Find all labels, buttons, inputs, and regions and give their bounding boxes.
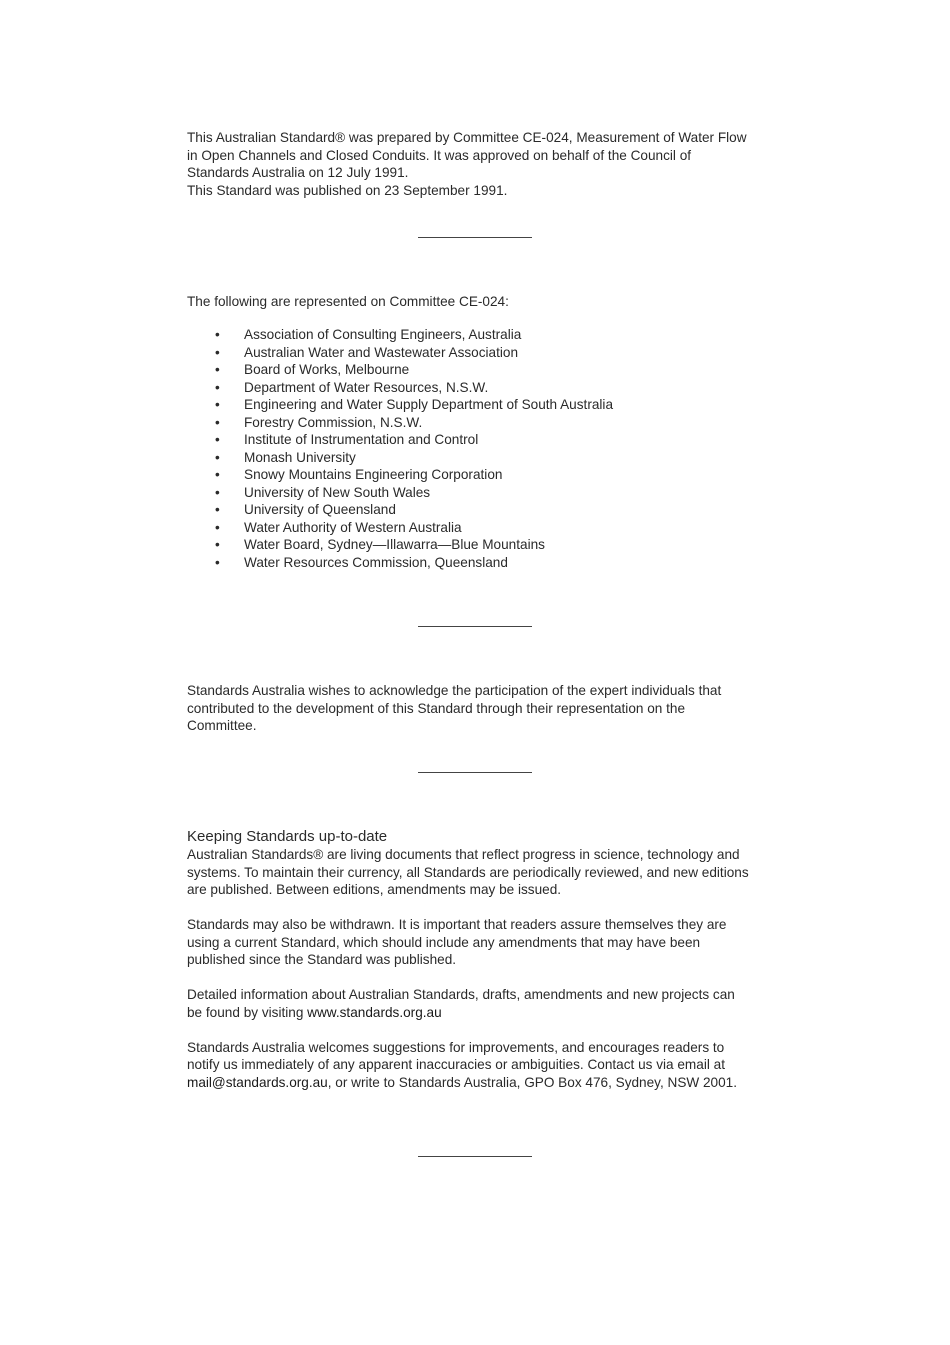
paragraph-line: be found by visiting www.standards.org.au (187, 1004, 442, 1020)
publication-date-line: This Standard was published on 23 September 1991. (187, 182, 508, 198)
bullet-icon: • (215, 362, 220, 377)
paragraph-line: mail@standards.org.au, or write to Standards Australia, GPO Box 476, Sydney, NSW 2001. (187, 1074, 738, 1090)
list-item: • Australian Water and Wastewater Association (215, 344, 519, 360)
paragraph-line: are published. Between editions, amendments may be issued. (187, 882, 562, 897)
bullet-icon: • (215, 519, 220, 535)
list-item: • University of Queensland (215, 502, 396, 517)
preparation-line-2: in Open Channels and Closed Conduits. It was approved on behalf of the Council of (187, 147, 692, 163)
list-item: • Water Resources Commission, Queensland (215, 554, 508, 570)
list-item: • Snowy Mountains Engineering Corporation (215, 467, 503, 482)
bullet-icon: • (215, 344, 220, 360)
bullet-icon: • (215, 467, 220, 482)
list-item: • Institute of Instrumentation and Control (215, 432, 479, 447)
preparation-notice (187, 129, 777, 199)
list-item: • Water Authority of Western Australia (215, 519, 462, 535)
list-item: • Board of Works, Melbourne (215, 362, 410, 377)
preparation-line-1: This Australian Standard® was prepared by Committee CE-024, Measurement of Water Flow (187, 130, 747, 145)
acknowledgement-line-2: contributed to the development of this Standard through their representation on the (187, 700, 686, 716)
bullet-icon: • (215, 414, 220, 430)
bullet-icon: • (215, 449, 220, 465)
email-link[interactable]: mail@standards.org.au (187, 1074, 328, 1090)
list-item: • Water Board, Sydney—Illawarra—Blue Mountains (215, 537, 545, 552)
acknowledgement-line-1: Standards Australia wishes to acknowledge the participation of the expert individuals that (187, 683, 722, 698)
bullet-icon: • (215, 484, 220, 500)
paragraph-line: Standards Australia welcomes suggestions for improvements, and encourages readers to (187, 1039, 725, 1055)
bullet-icon: • (215, 554, 220, 570)
paragraph-line: Australian Standards® are living documents that reflect progress in science, technology and (187, 847, 740, 862)
keeping-up-to-date-section (187, 828, 777, 1091)
website-link[interactable]: www.standards.org.au (307, 1004, 442, 1020)
paragraph-line: notify us immediately of any apparent inaccuracies or ambiguities. Contact us via email at (187, 1057, 725, 1072)
section-divider (418, 772, 532, 773)
section-divider (418, 1156, 532, 1157)
bullet-icon: • (215, 397, 220, 412)
acknowledgement (187, 682, 777, 735)
preparation-line-3: Standards Australia on 12 July 1991. (187, 165, 409, 180)
bullet-icon: • (215, 537, 220, 552)
list-item: • Forestry Commission, N.S.W. (215, 414, 423, 430)
acknowledgement-line-3: Committee. (187, 718, 257, 733)
bullet-icon: • (215, 502, 220, 517)
list-item: • Department of Water Resources, N.S.W. (215, 379, 489, 395)
list-item: • Association of Consulting Engineers, Australia (215, 327, 522, 342)
paragraph-line: published since the Standard was published. (187, 952, 457, 967)
section-divider (418, 626, 532, 627)
committee-intro (187, 293, 777, 311)
list-item: • Monash University (215, 449, 356, 465)
bullet-icon: • (215, 379, 220, 395)
paragraph-line: using a current Standard, which should include any amendments that may have been (187, 934, 701, 950)
bullet-icon: • (215, 327, 220, 342)
paragraph-line: systems. To maintain their currency, all Standards are periodically reviewed, and new editions (187, 864, 749, 880)
committee-member-list (187, 326, 777, 571)
paragraph-line: Standards may also be withdrawn. It is important that readers assure themselves they are (187, 917, 727, 932)
committee-intro-text: The following are represented on Committee CE-024: (187, 294, 509, 309)
paragraph-line: Detailed information about Australian Standards, drafts, amendments and new projects can (187, 987, 735, 1002)
section-heading: Keeping Standards up-to-date (187, 828, 388, 845)
list-item: • Engineering and Water Supply Department of South Australia (215, 397, 614, 412)
section-divider (418, 237, 532, 238)
list-item: • University of New South Wales (215, 484, 431, 500)
bullet-icon: • (215, 432, 220, 447)
